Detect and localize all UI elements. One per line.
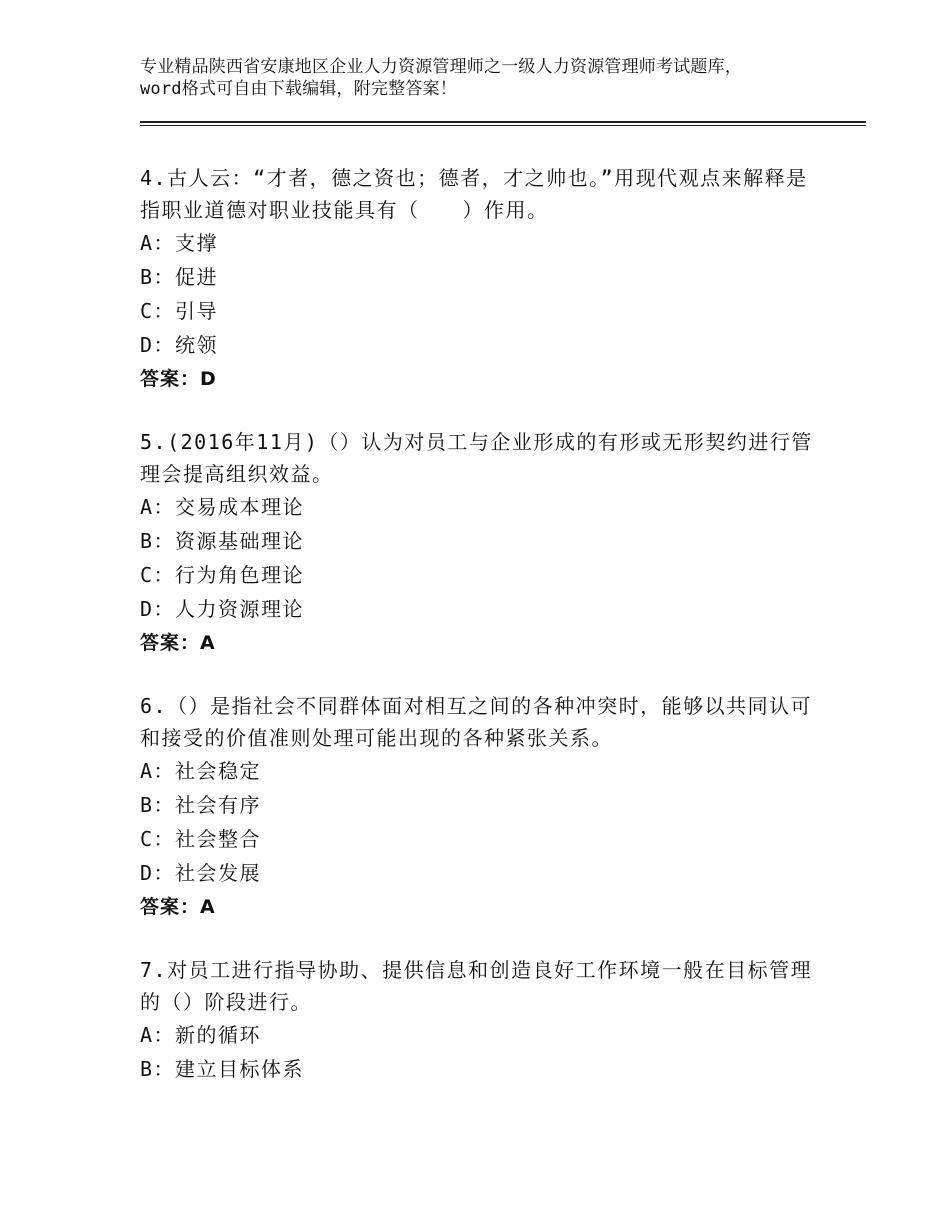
option-a: A：交易成本理论 (140, 495, 305, 519)
option-c: C：行为角色理论 (140, 563, 305, 587)
question-4 (140, 162, 820, 396)
header-divider-thick (140, 121, 866, 123)
option-a: A：社会稳定 (140, 759, 262, 783)
option-b: B：资源基础理论 (140, 529, 305, 553)
answer: 答案：A (140, 632, 216, 654)
answer: 答案：A (140, 896, 216, 918)
answer: 答案：D (140, 368, 217, 390)
document-header: 专业精品陕西省安康地区企业人力资源管理师之一级人力资源管理师考试题库，word格式可自由下载编辑，附完整答案！ (140, 57, 742, 99)
option-d: D：社会发展 (140, 861, 262, 885)
option-c: C：引导 (140, 299, 219, 323)
question-text: 4.古人云：“才者，德之资也；德者，才之帅也。”用现代观点来解释是指职业道德对职业技能具有（ ）作用。 (140, 166, 808, 222)
option-d: D：人力资源理论 (140, 597, 305, 621)
question-text: 6.（）是指社会不同群体面对相互之间的各种冲突时，能够以共同认可和接受的价值准则处理可能出现的各种紧张关系。 (140, 694, 813, 750)
option-b: B：建立目标体系 (140, 1057, 305, 1081)
question-7 (140, 954, 820, 1086)
option-b: B：社会有序 (140, 793, 262, 817)
option-c: C：社会整合 (140, 827, 262, 851)
header-divider-thin (140, 125, 866, 126)
option-b: B：促进 (140, 265, 219, 289)
header-divider (140, 121, 866, 127)
option-a: A：支撑 (140, 231, 219, 255)
option-a: A：新的循环 (140, 1023, 262, 1047)
question-text: 7.对员工进行指导协助、提供信息和创造良好工作环境一般在目标管理的（）阶段进行。 (140, 958, 813, 1014)
option-d: D：统领 (140, 333, 219, 357)
question-list (140, 162, 820, 1116)
question-text: 5.(2016年11月)（）认为对员工与企业形成的有形或无形契约进行管理会提高组织效益。 (140, 430, 813, 486)
question-6 (140, 690, 820, 924)
question-5 (140, 426, 820, 660)
